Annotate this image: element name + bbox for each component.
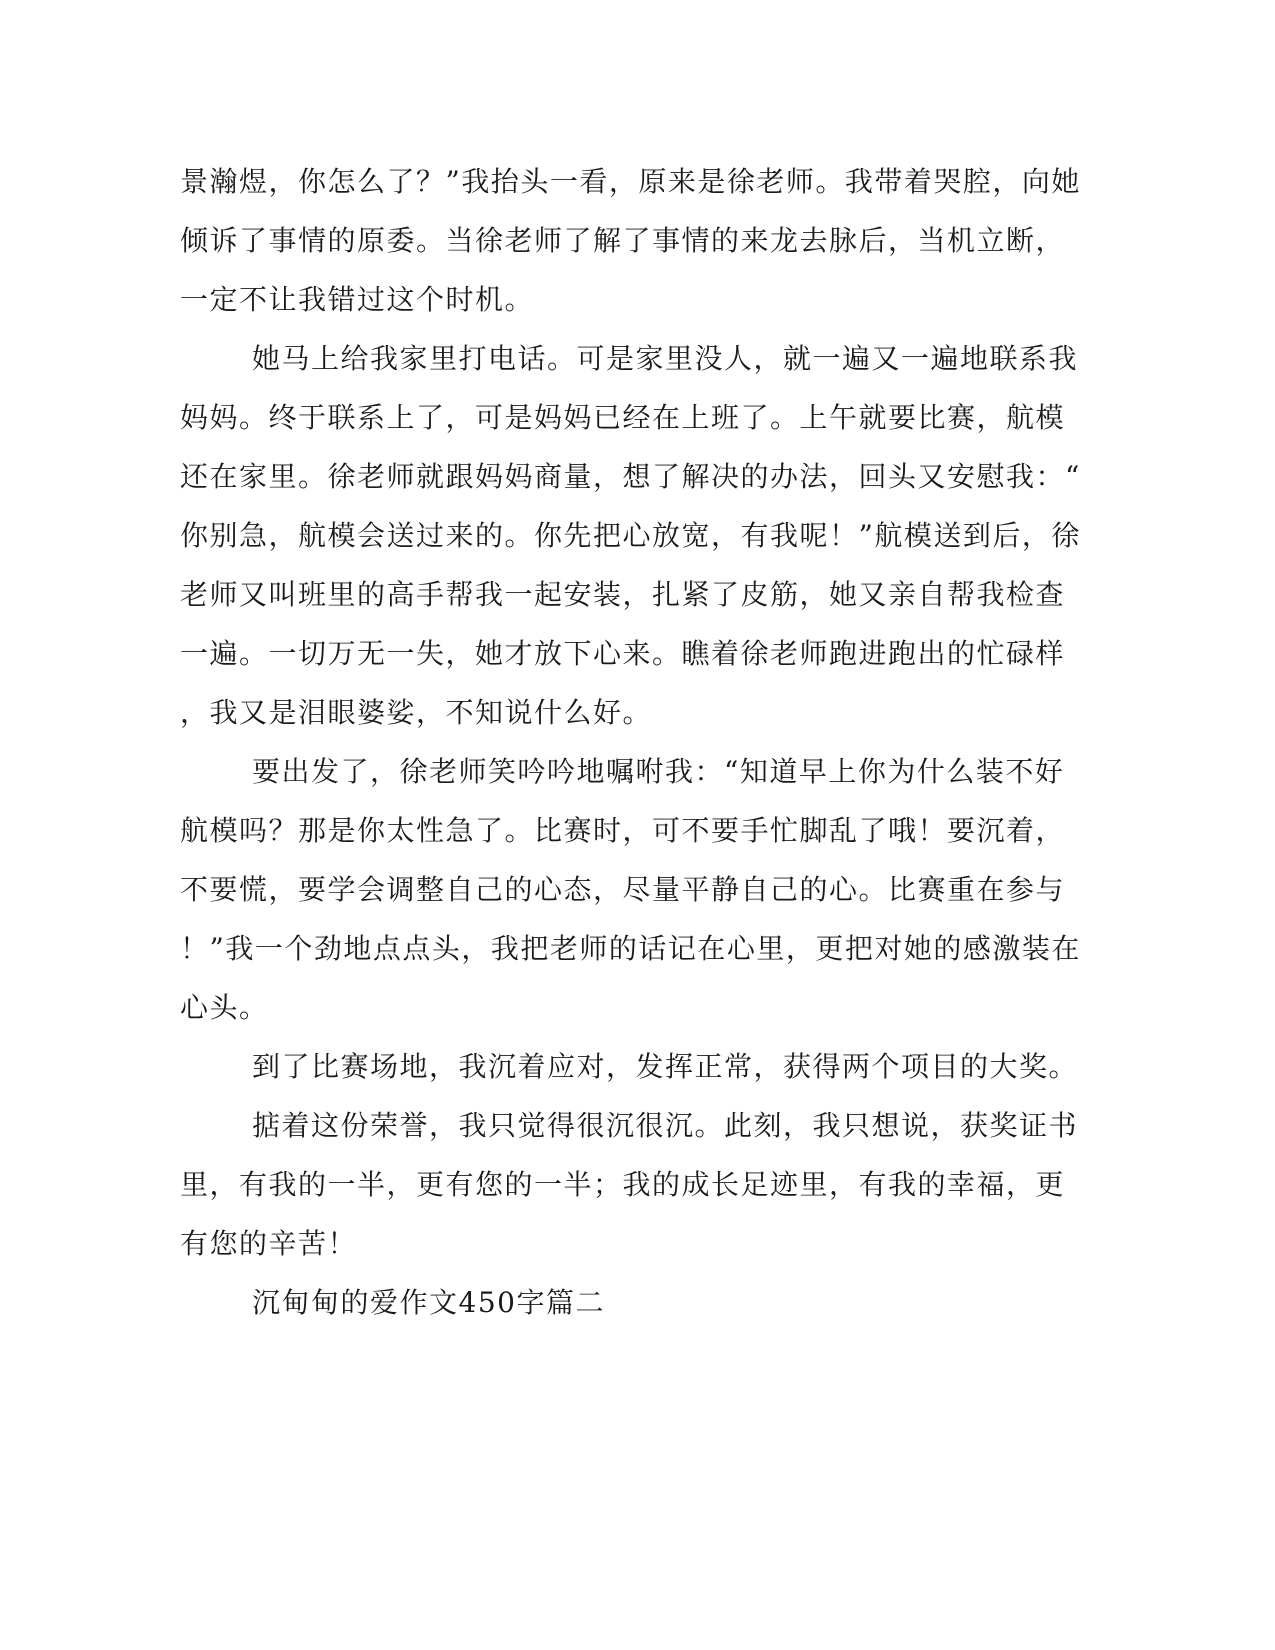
text-line: 倾诉了事情的原委。当徐老师了解了事情的来龙去脉后，当机立断，: [180, 224, 1066, 257]
text-line: 妈妈。终于联系上了，可是妈妈已经在上班了。上午就要比赛，航模: [180, 401, 1066, 434]
text-line: ，我又是泪眼婆娑，不知说什么好。: [180, 696, 653, 729]
text-line: 不要慌，要学会调整自己的心态，尽量平静自己的心。比赛重在参与: [180, 873, 1066, 906]
text-line: 还在家里。徐老师就跟妈妈商量，想了解决的办法，回头又安慰我：“: [180, 460, 1081, 493]
text-line: 到了比赛场地，我沉着应对，发挥正常，获得两个项目的大奖。: [252, 1050, 1079, 1083]
text-line: 有您的辛苦！: [180, 1227, 358, 1260]
text-line: 里，有我的一半，更有您的一半；我的成长足迹里，有我的幸福，更: [180, 1168, 1066, 1201]
text-line: 掂着这份荣誉，我只觉得很沉很沉。此刻，我只想说，获奖证书: [252, 1109, 1079, 1142]
text-line: 老师又叫班里的高手帮我一起安装，扎紧了皮筋，她又亲自帮我检查: [180, 578, 1066, 611]
text-line: ！”我一个劲地点点头，我把老师的话记在心里，更把对她的感激装在: [180, 932, 1081, 965]
text-line: 你别急，航模会送过来的。你先把心放宽，有我呢！”航模送到后，徐: [180, 519, 1081, 552]
document-body: [180, 152, 1081, 1332]
text-line: 景瀚煜，你怎么了？”我抬头一看，原来是徐老师。我带着哭腔，向她: [180, 165, 1081, 198]
text-line: 要出发了，徐老师笑吟吟地嘱咐我：“知道早上你为什么装不好: [252, 755, 1065, 788]
text-line: 航模吗？那是你太性急了。比赛时，可不要手忙脚乱了哦！要沉着，: [180, 814, 1066, 847]
text-line: 她马上给我家里打电话。可是家里没人，就一遍又一遍地联系我: [252, 342, 1079, 375]
text-line: 一遍。一切万无一失，她才放下心来。瞧着徐老师跑进跑出的忙碌样: [180, 637, 1066, 670]
text-line: 一定不让我错过这个时机。: [180, 283, 535, 316]
section-heading: 沉甸甸的爱作文450字篇二: [252, 1286, 605, 1319]
text-line: 心头。: [180, 991, 269, 1024]
